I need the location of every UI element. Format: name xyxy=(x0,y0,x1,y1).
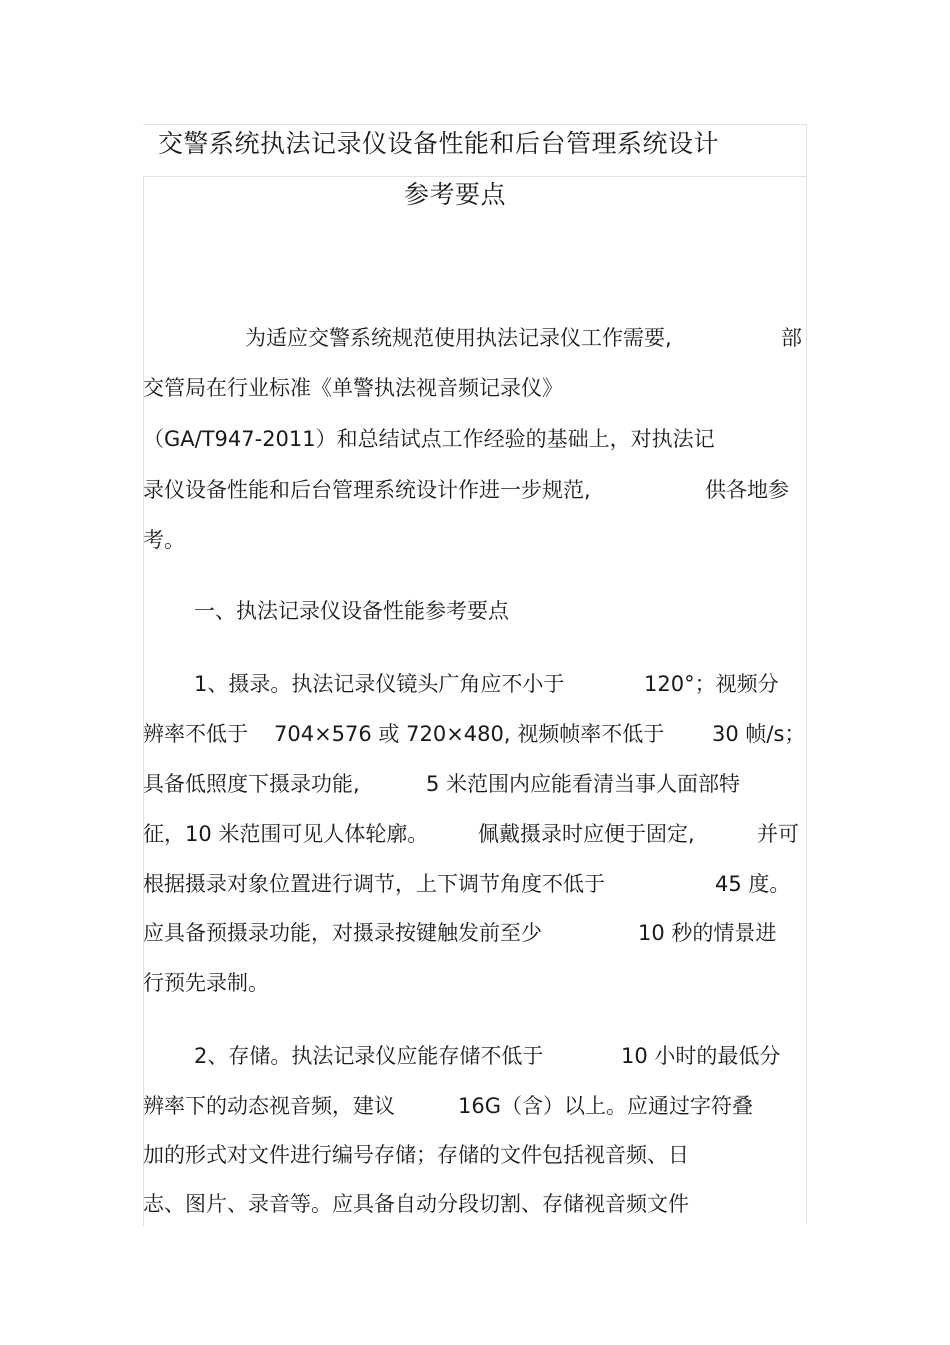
text-segment: 供各地参 xyxy=(705,478,789,502)
text-segment: 志、图片、录音等。应具备自动分段切割、存储视音频文件 xyxy=(143,1192,689,1216)
text-segment: 辨率不低于 xyxy=(143,722,248,746)
text-segment: 2、存储。执法记录仪应能存储不低于 xyxy=(194,1044,544,1068)
text-segment: 10 小时的最低分 xyxy=(621,1044,781,1068)
section-heading: 一、执法记录仪设备性能参考要点 xyxy=(194,599,509,623)
paragraph-line xyxy=(0,1090,950,1120)
doc-title-line1: 交警系统执法记录仪设备性能和后台管理系统设计 xyxy=(158,129,720,158)
paragraph-line xyxy=(0,524,950,554)
text-segment: 行预先录制。 xyxy=(143,971,269,995)
paragraph-line xyxy=(0,818,950,848)
paragraph-line xyxy=(0,423,950,453)
text-segment: 具备低照度下摄录功能, xyxy=(143,772,360,796)
text-segment: 辨率下的动态视音频，建议 xyxy=(143,1094,395,1118)
text-segment: 征，10 米范围可见人体轮廓。 xyxy=(143,822,429,846)
text-segment: （GA/T947-2011）和总结试点工作经验的基础上，对执法记 xyxy=(143,427,715,451)
text-segment: 30 帧/s； xyxy=(712,722,806,746)
text-segment: 5 米范围内应能看清当事人面部特 xyxy=(426,772,741,796)
text-segment: 10 秒的情景进 xyxy=(638,921,777,945)
text-segment: 交管局在行业标准《单警执法视音频记录仪》 xyxy=(143,376,563,400)
paragraph-line xyxy=(0,868,950,898)
paragraph-line xyxy=(0,1040,950,1070)
text-segment: 应具备预摄录功能，对摄录按键触发前至少 xyxy=(143,921,542,945)
paragraph-line xyxy=(0,1188,950,1218)
doc-title-line2: 参考要点 xyxy=(404,180,507,209)
paragraph-line xyxy=(0,967,950,997)
text-segment: 部 xyxy=(781,326,802,350)
paragraph-line xyxy=(0,322,950,352)
paragraph-line xyxy=(0,1139,950,1169)
text-segment: 16G（含）以上。应通过字符叠 xyxy=(458,1094,753,1118)
text-segment: 704×576 或 720×480, 视频帧率不低于 xyxy=(274,722,665,746)
text-segment: 加的形式对文件进行编号存储；存储的文件包括视音频、日 xyxy=(143,1143,689,1167)
text-segment: 佩戴摄录时应便于固定, xyxy=(478,822,695,846)
text-segment: 为适应交警系统规范使用执法记录仪工作需要, xyxy=(245,326,672,350)
paragraph-line xyxy=(0,668,950,698)
paragraph-line xyxy=(0,768,950,798)
paragraph-line xyxy=(0,372,950,402)
paragraph-line xyxy=(0,917,950,947)
text-segment: 并可 xyxy=(757,822,799,846)
text-segment: 考。 xyxy=(143,528,185,552)
text-segment: 录仪设备性能和后台管理系统设计作进一步规范, xyxy=(143,478,591,502)
text-segment: 根据摄录对象位置进行调节，上下调节角度不低于 xyxy=(143,872,605,896)
paragraph-line xyxy=(0,718,950,748)
text-segment: 120°；视频分 xyxy=(644,672,779,696)
text-segment: 45 度。 xyxy=(715,872,791,896)
paragraph-line xyxy=(0,474,950,504)
text-segment: 1、摄录。执法记录仪镜头广角应不小于 xyxy=(194,672,565,696)
